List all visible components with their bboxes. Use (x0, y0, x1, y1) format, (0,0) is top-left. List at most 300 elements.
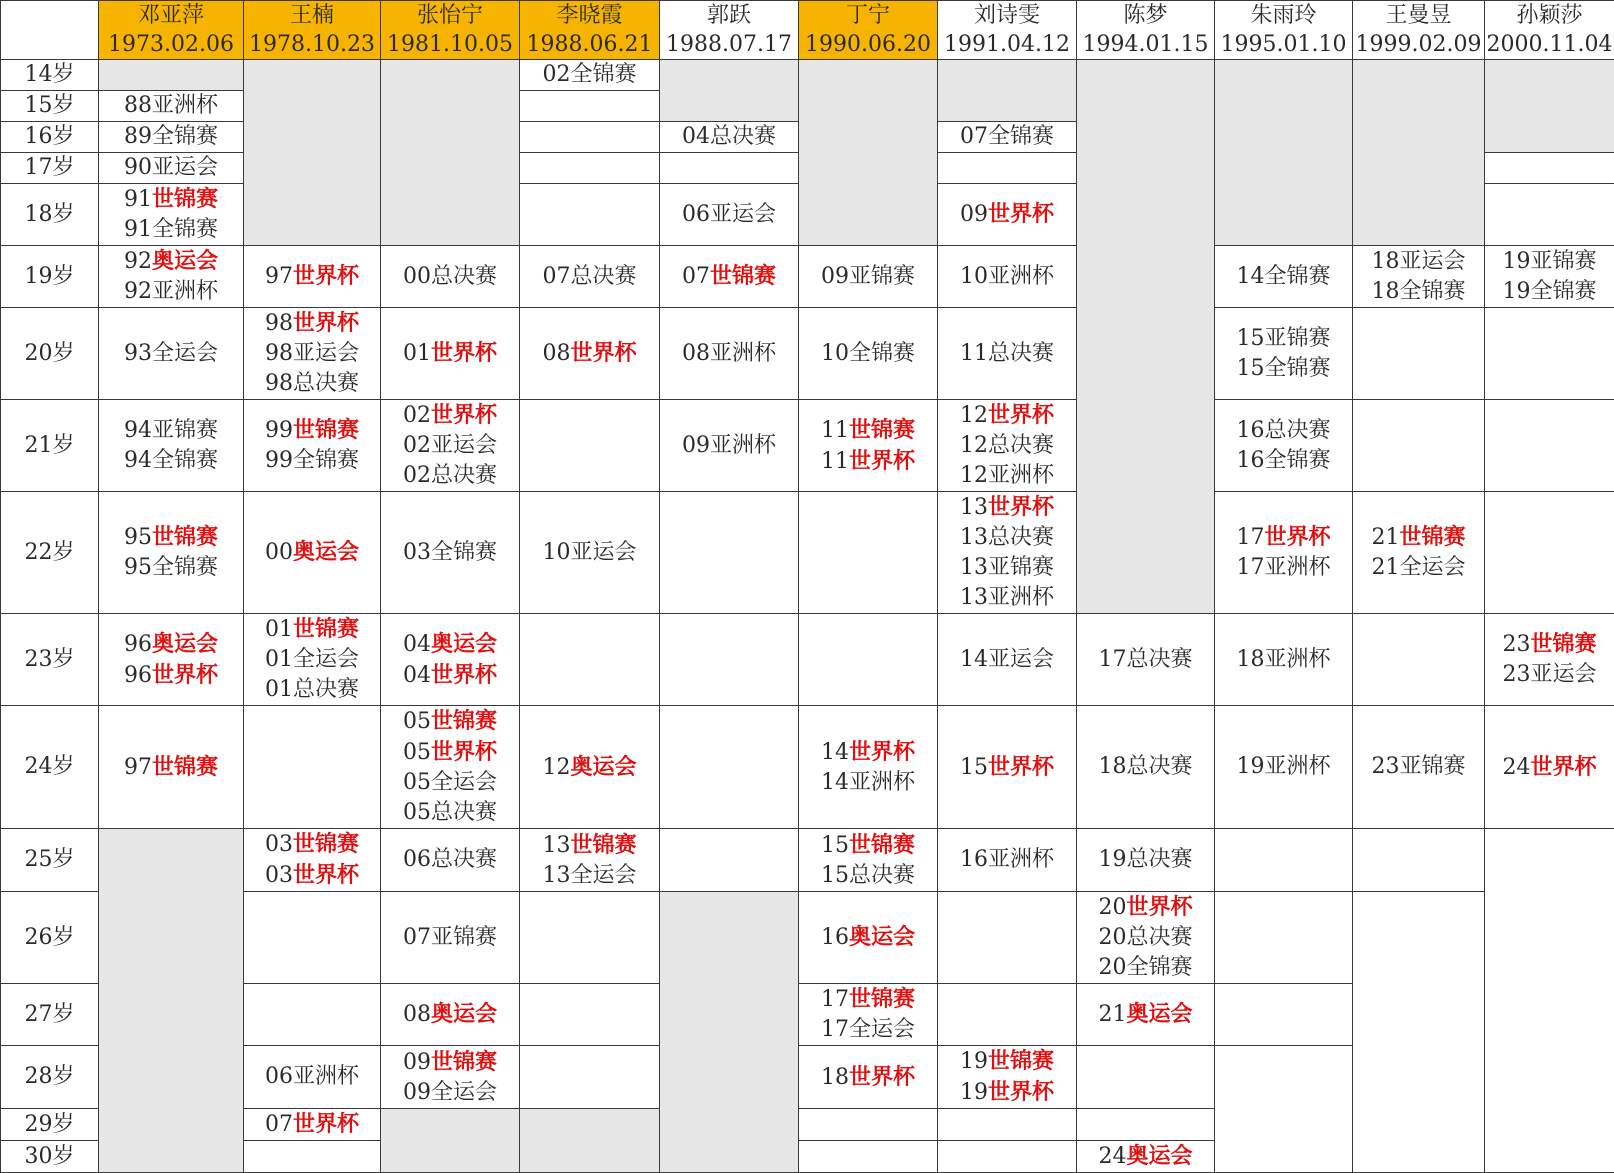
achievement-cell (799, 1046, 938, 1109)
achievement-entry (244, 308, 380, 339)
achievement-year: 15 (960, 755, 988, 780)
achievement-entry (381, 629, 519, 660)
achievement-year: 24 (1502, 755, 1530, 780)
major-event-name: 世界杯 (988, 754, 1054, 780)
achievement-cell (799, 984, 938, 1046)
achievement-year: 03 (265, 863, 293, 888)
achievement-cell (1077, 614, 1215, 706)
achievement-cell (99, 91, 244, 122)
achievement-entry: 10全锦赛 (799, 339, 937, 369)
achievement-cell (799, 1141, 938, 1173)
age-row (1, 829, 1614, 892)
achievement-cell (1215, 400, 1353, 492)
age-row (1, 614, 1614, 706)
achievement-cell (660, 184, 799, 246)
achievement-cell (381, 246, 520, 308)
age-row (1, 492, 1614, 614)
player-name: 张怡宁 (381, 1, 519, 30)
inactive-cell (520, 1109, 660, 1173)
major-event-name: 世锦赛 (293, 616, 359, 642)
achievement-year: 04 (403, 632, 431, 657)
achievement-cell (1077, 1046, 1215, 1109)
achievement-cell (1485, 829, 1614, 1173)
achievement-entry (99, 522, 243, 553)
major-event-name: 世锦赛 (570, 832, 636, 858)
achievement-entry: 17亚洲杯 (1215, 553, 1352, 583)
achievement-entry (381, 660, 519, 691)
achievement-cell (799, 614, 938, 706)
achievement-year: 98 (265, 311, 293, 336)
achievement-entry (244, 261, 380, 292)
achievement-cell (938, 184, 1077, 246)
achievement-cell (1077, 892, 1215, 984)
achievement-entry: 07亚锦赛 (381, 923, 519, 953)
achievement-cell (1077, 706, 1215, 829)
achievement-entry: 15总决赛 (799, 861, 937, 891)
achievement-year: 92 (124, 249, 152, 274)
achievement-year: 99 (265, 418, 293, 443)
player-name: 孙颖莎 (1485, 1, 1614, 30)
achievement-entry (99, 752, 243, 783)
major-event-name: 世锦赛 (152, 186, 218, 212)
achievement-cell (938, 706, 1077, 829)
achievement-entry (799, 984, 937, 1015)
achievement-entry: 23亚锦赛 (1353, 752, 1484, 782)
achievement-entry (1485, 629, 1614, 660)
player-name: 李晓霞 (520, 1, 659, 30)
achievement-cell (1353, 400, 1485, 492)
major-event-name: 世界杯 (988, 402, 1054, 428)
major-event-name: 奥运会 (849, 924, 915, 950)
achievement-cell (99, 400, 244, 492)
achievement-cell (938, 246, 1077, 308)
achievement-entry: 89全锦赛 (99, 122, 243, 152)
achievement-year: 12 (960, 403, 988, 428)
achievement-entry: 19总决赛 (1077, 845, 1214, 875)
major-event-name: 奥运会 (293, 539, 359, 565)
achievement-entry: 23亚运会 (1485, 660, 1614, 690)
achievement-entry: 02总决赛 (381, 461, 519, 491)
achievement-entry (938, 1046, 1076, 1077)
achievement-entry (1353, 522, 1484, 553)
achievement-year: 91 (124, 187, 152, 212)
achievement-cell (381, 308, 520, 400)
achievement-cell (938, 1109, 1077, 1141)
achievement-cell (799, 829, 938, 892)
achievement-entry: 12亚洲杯 (938, 461, 1076, 491)
achievement-cell (99, 184, 244, 246)
achievement-entry: 16总决赛 (1215, 416, 1352, 446)
major-event-name: 世锦赛 (849, 417, 915, 443)
major-event-name: 世界杯 (293, 862, 359, 888)
achievement-year: 96 (124, 663, 152, 688)
player-birthdate: 2000.11.04 (1485, 30, 1614, 59)
age-label: 27岁 (1, 984, 99, 1046)
achievement-cell (799, 308, 938, 400)
achievement-entry (381, 706, 519, 737)
achievement-cell (520, 829, 660, 892)
achievement-entry: 15全锦赛 (1215, 354, 1352, 384)
achievement-cell (1215, 892, 1353, 984)
achievement-cell (520, 153, 660, 184)
achievement-cell (799, 246, 938, 308)
achievement-cell (799, 706, 938, 829)
major-event-name: 世界杯 (431, 402, 497, 428)
achievement-cell (1485, 400, 1614, 492)
achievement-entry: 99全锦赛 (244, 446, 380, 476)
achievement-year: 02 (403, 403, 431, 428)
achievement-entry (938, 199, 1076, 230)
age-row (1, 706, 1614, 829)
achievement-cell (244, 829, 381, 892)
major-event-name: 奥运会 (1126, 1001, 1192, 1027)
major-event-name: 世锦赛 (152, 524, 218, 550)
achievement-cell (520, 1046, 660, 1109)
achievement-year: 13 (960, 495, 988, 520)
achievement-entry: 01总决赛 (244, 675, 380, 705)
achievement-entry (799, 446, 937, 477)
achievement-entry (520, 338, 659, 369)
inactive-cell (1485, 60, 1614, 153)
achievement-entry (244, 829, 380, 860)
achievement-cell (799, 1109, 938, 1141)
achievement-entry (1485, 752, 1614, 783)
achievement-year: 21 (1098, 1002, 1126, 1027)
achievement-entry (99, 660, 243, 691)
achievement-cell (381, 892, 520, 984)
achievement-cell (520, 984, 660, 1046)
achievement-cell (1215, 829, 1353, 892)
achievement-cell (938, 984, 1077, 1046)
achievement-cell (799, 492, 938, 614)
achievement-year: 13 (542, 833, 570, 858)
player-birthdate: 1991.04.12 (938, 30, 1076, 59)
achievement-entry (799, 830, 937, 861)
achievement-entry (381, 737, 519, 768)
achievement-entry: 21全运会 (1353, 553, 1484, 583)
major-event-name: 世界杯 (570, 340, 636, 366)
achievement-cell (1353, 706, 1485, 829)
player-header (1485, 1, 1614, 60)
player-birthdate: 1988.06.21 (520, 30, 659, 59)
inactive-cell (660, 892, 799, 1173)
player-header (520, 1, 660, 60)
achievement-cell (520, 184, 660, 246)
inactive-cell (938, 60, 1077, 122)
achievement-entry: 18亚洲杯 (1215, 645, 1352, 675)
inactive-cell (1353, 60, 1485, 246)
major-event-name: 世界杯 (1530, 754, 1596, 780)
achievement-year: 09 (960, 202, 988, 227)
achievement-cell (660, 246, 799, 308)
achievement-year: 18 (821, 1065, 849, 1090)
major-event-name: 世界杯 (293, 310, 359, 336)
age-label: 17岁 (1, 153, 99, 184)
achievement-year: 97 (124, 755, 152, 780)
achievement-cell (1353, 492, 1485, 614)
achievement-cell (1485, 706, 1614, 829)
achievement-entry: 18亚运会 (1353, 247, 1484, 277)
achievement-entry: 07总决赛 (520, 262, 659, 292)
achievement-cell (244, 246, 381, 308)
achievement-entry: 06亚运会 (660, 200, 798, 230)
achievement-cell (660, 492, 799, 614)
achievement-entry: 09全运会 (381, 1078, 519, 1108)
player-header (99, 1, 244, 60)
player-birthdate: 1995.01.10 (1215, 30, 1352, 59)
achievement-cell (1077, 984, 1215, 1046)
achievement-entry: 04总决赛 (660, 122, 798, 152)
achievement-entry: 10亚洲杯 (938, 262, 1076, 292)
player-birthdate: 1990.06.20 (799, 30, 937, 59)
achievement-entry (799, 737, 937, 768)
player-header (1215, 1, 1353, 60)
achievement-entry (381, 999, 519, 1030)
achievement-cell (938, 308, 1077, 400)
player-header (799, 1, 938, 60)
major-event-name: 世锦赛 (431, 1049, 497, 1075)
achievement-cell (99, 308, 244, 400)
corner-cell (1, 1, 99, 60)
achievement-entry: 03全锦赛 (381, 538, 519, 568)
achievement-entry: 06亚洲杯 (244, 1062, 380, 1092)
major-event-name: 奥运会 (431, 631, 497, 657)
achievement-cell (381, 706, 520, 829)
achievement-cell (660, 614, 799, 706)
achievement-year: 11 (821, 449, 849, 474)
achievement-year: 96 (124, 632, 152, 657)
achievement-cell (99, 122, 244, 153)
achievement-cell (520, 246, 660, 308)
achievement-cell (1353, 829, 1485, 892)
major-event-name: 世锦赛 (293, 831, 359, 857)
achievement-year: 03 (265, 832, 293, 857)
achievement-cell (520, 91, 660, 122)
achievement-entry: 95全锦赛 (99, 553, 243, 583)
achievement-cell (799, 892, 938, 984)
age-row (1, 308, 1614, 400)
achievement-entry: 09亚锦赛 (799, 262, 937, 292)
achievement-entry: 19亚锦赛 (1485, 247, 1614, 277)
player-birthdate: 1978.10.23 (244, 30, 380, 59)
age-label: 19岁 (1, 246, 99, 308)
achievement-entry: 17全运会 (799, 1015, 937, 1045)
major-event-name: 世界杯 (849, 448, 915, 474)
major-event-name: 世锦赛 (431, 708, 497, 734)
achievement-entry: 91全锦赛 (99, 215, 243, 245)
major-event-name: 世界杯 (431, 340, 497, 366)
achievement-entry (244, 614, 380, 645)
achievement-entry: 01全运会 (244, 645, 380, 675)
major-event-name: 奥运会 (570, 754, 636, 780)
major-event-name: 奥运会 (152, 248, 218, 274)
achievement-entry: 19亚洲杯 (1215, 752, 1352, 782)
player-header (381, 1, 520, 60)
inactive-cell (381, 1109, 520, 1173)
major-event-name: 世界杯 (849, 739, 915, 765)
achievement-year: 11 (821, 418, 849, 443)
achievement-cell (1485, 153, 1614, 184)
achievement-entry: 18全锦赛 (1353, 277, 1484, 307)
achievement-cell (520, 892, 660, 984)
achievement-year: 21 (1371, 525, 1399, 550)
age-label: 24岁 (1, 706, 99, 829)
achievement-cell (381, 614, 520, 706)
achievement-entry (99, 246, 243, 277)
player-birthdate: 1981.10.05 (381, 30, 519, 59)
achievement-cell (381, 829, 520, 892)
achievement-year: 16 (821, 925, 849, 950)
achievement-cell (1485, 308, 1614, 400)
player-header (938, 1, 1077, 60)
achievement-cell (244, 984, 381, 1046)
achievement-entry: 14亚洲杯 (799, 768, 937, 798)
achievement-cell (1215, 246, 1353, 308)
major-event-name: 世界杯 (1126, 894, 1192, 920)
major-event-name: 世界杯 (293, 1111, 359, 1137)
player-header (244, 1, 381, 60)
achievement-year: 05 (403, 740, 431, 765)
achievement-cell (520, 614, 660, 706)
achievement-cell (1485, 184, 1614, 246)
achievement-cell (99, 706, 244, 829)
achievement-entry (1077, 892, 1214, 923)
achievement-entry: 16亚洲杯 (938, 845, 1076, 875)
achievement-entry (99, 184, 243, 215)
major-event-name: 世界杯 (988, 1079, 1054, 1105)
achievement-cell (938, 492, 1077, 614)
major-event-name: 世锦赛 (1399, 524, 1465, 550)
achievement-entry: 18总决赛 (1077, 752, 1214, 782)
age-label: 20岁 (1, 308, 99, 400)
achievement-entry: 13总决赛 (938, 523, 1076, 553)
major-event-name: 世锦赛 (988, 1048, 1054, 1074)
age-label: 18岁 (1, 184, 99, 246)
achievement-year: 09 (403, 1050, 431, 1075)
achievement-cell (938, 829, 1077, 892)
achievement-entry: 88亚洲杯 (99, 91, 243, 121)
achievement-year: 00 (265, 540, 293, 565)
achievement-year: 19 (960, 1049, 988, 1074)
player-name: 丁宁 (799, 1, 937, 30)
achievement-cell (520, 122, 660, 153)
achievement-entry (244, 537, 380, 568)
achievement-entry: 98总决赛 (244, 369, 380, 399)
achievement-entry: 13全运会 (520, 861, 659, 891)
major-event-name: 世界杯 (1264, 524, 1330, 550)
achievement-cell (938, 1141, 1077, 1173)
achievement-entry: 11总决赛 (938, 339, 1076, 369)
achievement-year: 20 (1098, 895, 1126, 920)
achievement-cell (660, 400, 799, 492)
achievement-year: 19 (960, 1080, 988, 1105)
inactive-cell (660, 60, 799, 122)
major-event-name: 世界杯 (849, 1064, 915, 1090)
achievement-cell (938, 153, 1077, 184)
player-birthdate: 1999.02.09 (1353, 30, 1484, 59)
achievement-entry: 14亚运会 (938, 645, 1076, 675)
age-label: 26岁 (1, 892, 99, 984)
achievement-entry (244, 860, 380, 891)
major-event-name: 世锦赛 (152, 754, 218, 780)
achievement-cell (244, 892, 381, 984)
major-event-name: 奥运会 (431, 1001, 497, 1027)
major-event-name: 世锦赛 (849, 832, 915, 858)
inactive-cell (99, 829, 244, 1173)
achievement-entry (799, 415, 937, 446)
player-header (1077, 1, 1215, 60)
player-name: 郭跃 (660, 1, 798, 30)
player-name: 朱雨玲 (1215, 1, 1352, 30)
achievement-cell (799, 400, 938, 492)
player-header (660, 1, 799, 60)
achievement-year: 08 (403, 1002, 431, 1027)
achievement-entry: 98亚运会 (244, 339, 380, 369)
age-label: 30岁 (1, 1141, 99, 1173)
achievement-cell (1485, 614, 1614, 706)
achievement-entry: 20全锦赛 (1077, 953, 1214, 983)
achievement-cell (1353, 246, 1485, 308)
achievement-cell (1215, 706, 1353, 829)
achievement-year: 04 (403, 663, 431, 688)
age-label: 21岁 (1, 400, 99, 492)
achievement-entry: 13亚洲杯 (938, 583, 1076, 613)
major-event-name: 世界杯 (431, 739, 497, 765)
achievement-entry (938, 400, 1076, 431)
inactive-cell (1077, 60, 1215, 614)
achievement-cell (1215, 1046, 1353, 1173)
achievement-year: 17 (1236, 525, 1264, 550)
major-event-name: 世界杯 (293, 263, 359, 289)
achievement-year: 23 (1502, 632, 1530, 657)
achievement-entry (520, 752, 659, 783)
achievement-entry (1215, 522, 1352, 553)
achievement-cell (520, 492, 660, 614)
age-label: 16岁 (1, 122, 99, 153)
achievement-year: 07 (682, 264, 710, 289)
age-row (1, 246, 1614, 308)
achievement-year: 08 (542, 341, 570, 366)
achievement-cell (244, 1109, 381, 1141)
achievement-cell (1215, 984, 1353, 1046)
achievement-cell (244, 614, 381, 706)
achievement-cell (1077, 1141, 1215, 1173)
major-event-name: 世界杯 (988, 201, 1054, 227)
achievement-entry (1077, 999, 1214, 1030)
achievement-entry (1077, 1141, 1214, 1172)
age-label: 25岁 (1, 829, 99, 892)
achievement-entry: 16全锦赛 (1215, 446, 1352, 476)
age-label: 14岁 (1, 60, 99, 91)
major-event-name: 世锦赛 (849, 986, 915, 1012)
achievement-entry: 10亚运会 (520, 538, 659, 568)
major-event-name: 世界杯 (152, 662, 218, 688)
player-birthdate: 1994.01.15 (1077, 30, 1214, 59)
achievement-entry (938, 752, 1076, 783)
age-label: 23岁 (1, 614, 99, 706)
achievement-cell (1353, 308, 1485, 400)
achievement-entry (244, 415, 380, 446)
player-name: 王曼昱 (1353, 1, 1484, 30)
achievement-entry: 02全锦赛 (520, 60, 659, 90)
achievement-entry: 02亚运会 (381, 431, 519, 461)
age-row (1, 892, 1614, 984)
major-event-name: 世锦赛 (710, 263, 776, 289)
major-event-name: 世界杯 (988, 494, 1054, 520)
achievement-cell (520, 706, 660, 829)
achievement-cell (244, 706, 381, 829)
achievement-entry (799, 922, 937, 953)
